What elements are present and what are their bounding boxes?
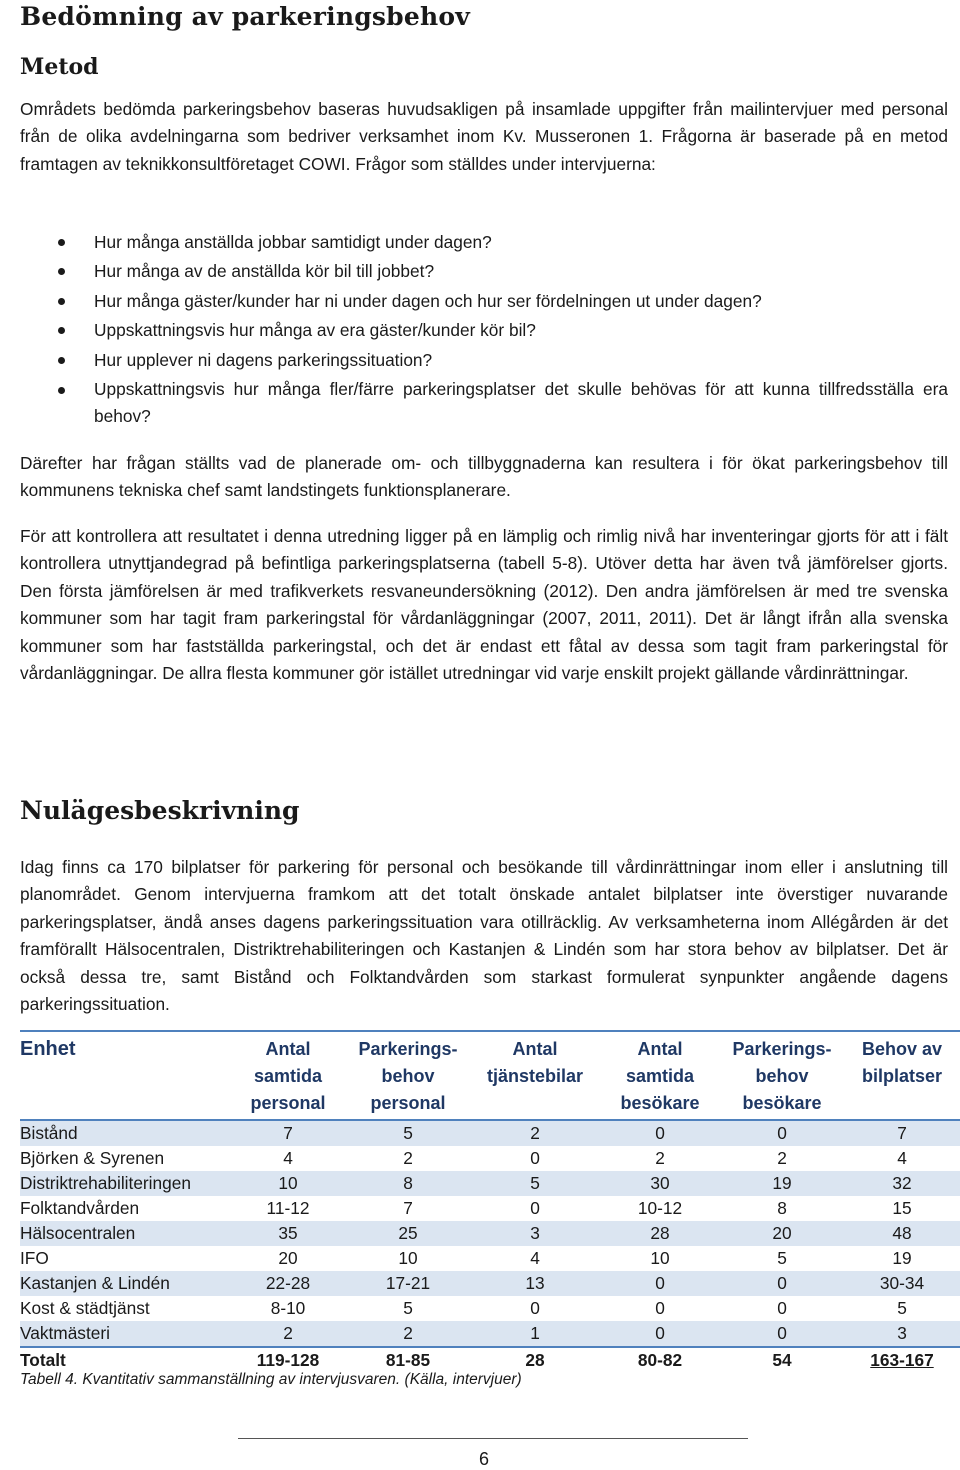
- table-cell: 28: [525, 1350, 545, 1370]
- table-cell: 2: [777, 1148, 787, 1168]
- table-cell-unit: Vaktmästeri: [20, 1323, 110, 1343]
- table-cell: 3: [897, 1323, 907, 1343]
- table-cell: 0: [530, 1198, 540, 1218]
- table-cell: 0: [777, 1123, 787, 1143]
- table-cell: 10: [650, 1248, 670, 1268]
- table-cell: 7: [403, 1198, 413, 1218]
- list-item: Uppskattningsvis hur många fler/färre parkeringsplatser det skulle behövas för att kunna tillfredsställa era behov?: [20, 376, 948, 431]
- table-cell: 5: [897, 1298, 907, 1318]
- table-cell: 81-85: [385, 1350, 431, 1370]
- page-number: 6: [478, 1449, 489, 1469]
- table-row: [20, 1171, 960, 1196]
- table-cell: 2: [403, 1323, 413, 1343]
- table-cell: 4: [283, 1148, 293, 1168]
- table-cell: 119-128: [256, 1350, 320, 1370]
- subheading-method: Metod: [20, 54, 99, 80]
- table-cell: 3: [530, 1223, 540, 1243]
- header-parking-need: Behov av bilplatser: [861, 1039, 943, 1086]
- table-cell-unit: Kost & städtjänst: [20, 1298, 150, 1318]
- table-row: [20, 1271, 960, 1296]
- table-row: [20, 1221, 960, 1246]
- table-cell: 17-21: [385, 1273, 431, 1293]
- table-cell: 4: [897, 1148, 907, 1168]
- table-body: [20, 1120, 960, 1373]
- table-cell-unit: Bistånd: [20, 1123, 78, 1143]
- table-cell: 0: [777, 1323, 787, 1343]
- table-cell: 20: [278, 1248, 298, 1268]
- table-row: [20, 1146, 960, 1171]
- section-heading-current-state: Nulägesbeskrivning: [20, 796, 300, 825]
- header-unit: Enhet: [20, 1038, 76, 1060]
- table-cell: 8: [777, 1198, 787, 1218]
- table-cell: 1: [530, 1323, 540, 1343]
- table-cell: 35: [278, 1223, 298, 1243]
- table-cell: 8: [403, 1173, 413, 1193]
- table-cell: 30-34: [879, 1273, 925, 1293]
- table-cell: 163-167: [870, 1350, 934, 1370]
- table-cell: 0: [655, 1323, 665, 1343]
- table-cell: 25: [398, 1223, 418, 1243]
- list-item: Hur många av de anställda kör bil till jobbet?: [20, 257, 948, 286]
- table-cell: 11-12: [266, 1198, 310, 1218]
- method-intro-paragraph: Områdets bedömda parkeringsbehov baseras huvudsakligen på insamlade uppgifter från mailintervjuer med personal från de olika avdelningarna som bedriver verksamhet inom Kv. Musseronen 1. Frågorna är baserade på en metod framtagen av teknikkonsultföretaget COWI. Frågor som ställdes under intervjuerna:: [20, 99, 948, 174]
- table-cell: 54: [772, 1350, 792, 1370]
- table-cell: 15: [892, 1198, 912, 1218]
- table-header-row: [20, 1031, 960, 1120]
- table-cell-unit: IFO: [20, 1248, 49, 1268]
- table-cell-unit: Totalt: [20, 1350, 66, 1370]
- header-service-cars: Antal tjänstebilar: [486, 1039, 584, 1086]
- table-row: [20, 1321, 960, 1347]
- table-cell: 2: [655, 1148, 665, 1168]
- list-item: Hur många anställda jobbar samtidigt under dagen?: [20, 228, 948, 257]
- table-cell: 28: [650, 1223, 670, 1243]
- table-cell-unit: Distriktrehabiliteringen: [20, 1173, 191, 1193]
- header-staff-count: Antal samtida personal: [250, 1039, 326, 1113]
- table-cell-unit: Hälsocentralen: [20, 1223, 136, 1243]
- table-cell: 10: [278, 1173, 298, 1193]
- table-row: [20, 1196, 960, 1221]
- table-cell: 13: [525, 1273, 545, 1293]
- table-cell: 0: [655, 1123, 665, 1143]
- table-cell: 0: [655, 1298, 665, 1318]
- list-item: Hur många gäster/kunder har ni under dagen och hur ser fördelningen ut under dagen?: [20, 287, 948, 316]
- table-cell: 19: [772, 1173, 792, 1193]
- header-visitor-parking: Parkerings-behov besökare: [732, 1039, 832, 1113]
- table-cell: 2: [403, 1148, 413, 1168]
- table-cell: 48: [892, 1223, 912, 1243]
- table-row: [20, 1296, 960, 1321]
- table-cell: 7: [283, 1123, 293, 1143]
- table-cell: 5: [777, 1248, 787, 1268]
- followup-paragraph: Därefter har frågan ställts vad de planerade om- och tillbyggnaderna kan resultera i för ökat parkeringsbehov till kommunens tekniska chef samt landstingets funktionsplanerare.: [20, 453, 948, 501]
- table-cell: 80-82: [637, 1350, 683, 1370]
- table-cell: 10-12: [637, 1198, 683, 1218]
- table-cell: 5: [403, 1298, 413, 1318]
- table-cell: 0: [530, 1148, 540, 1168]
- list-item: Uppskattningsvis hur många av era gäster/kunder kör bil?: [20, 316, 948, 345]
- footer-rule: [238, 1438, 748, 1439]
- table-row: [20, 1120, 960, 1146]
- table-row: [20, 1246, 960, 1271]
- table-cell-unit: Kastanjen & Lindén: [20, 1273, 170, 1293]
- table-total-row: [20, 1347, 960, 1373]
- interview-questions-list: [20, 228, 948, 431]
- table-cell: 10: [398, 1248, 418, 1268]
- header-staff-parking: Parkerings-behov personal: [358, 1039, 458, 1113]
- current-state-paragraph: Idag finns ca 170 bilplatser för parkering för personal och besökande till vårdinrättningar inom eller i anslutning till planområdet. Genom intervjuerna framkom att det totalt önskade antalet bilplatser inte överstiger nuvarande parkeringsplatser, ändå anses dagens parkeringssituation vara otillräcklig. Av verksamheterna inom Allégården är det framförallt Hälsocentralen, Distriktrehabiliteringen och Kastanjen & Lindén som har stora behov av bilplatser. Det är också dessa tre, samt Bistånd och Folktandvården som starkast formulerat synpunkter angående dagens parkeringssituation.: [20, 857, 948, 1015]
- table-cell: 0: [777, 1273, 787, 1293]
- table-cell: 5: [403, 1123, 413, 1143]
- table-cell: 22-28: [265, 1273, 311, 1293]
- table-caption: Tabell 4. Kvantitativ sammanställning av intervjusvaren. (Källa, intervjuer): [20, 1371, 522, 1388]
- table-cell: 8-10: [270, 1298, 306, 1318]
- table-cell: 2: [530, 1123, 540, 1143]
- table-cell: 30: [650, 1173, 670, 1193]
- table-cell: 7: [897, 1123, 907, 1143]
- table-cell: 0: [655, 1273, 665, 1293]
- table-cell-unit: Björken & Syrenen: [20, 1148, 165, 1168]
- header-visitor-count: Antal samtida besökare: [620, 1039, 700, 1113]
- control-paragraph: För att kontrollera att resultatet i denna utredning ligger på en lämplig och rimlig nivå har inventeringar gjorts för att i fält kontrollera utnyttjandegrad på befintliga parkeringsplatserna (tabell 5-8). Utöver detta har även två jämförelser gjorts. Den första jämförelsen är med trafikverkets resvaneundersökning (2012). Den andra jämförelsen är med tre svenska kommuner som har tagit fram parkeringstal för vårdanläggningar (2007, 2011, 2011). Det är långt ifrån alla svenska kommuner som har fastställda parkeringstal, och det är endast ett fåtal av dessa som tagit fram parkeringstal för vårdanläggningar. De allra flesta kommuner gör istället utredningar vid varje enskilt projekt gällande vårdinrättningar.: [20, 526, 948, 684]
- table-cell-unit: Folktandvården: [20, 1198, 140, 1218]
- table-cell: 32: [892, 1173, 912, 1193]
- table-cell: 0: [530, 1298, 540, 1318]
- parking-needs-table: [20, 1030, 960, 1373]
- section-heading-assessment: Bedömning av parkeringsbehov: [20, 2, 470, 31]
- table-cell: 20: [772, 1223, 792, 1243]
- table-cell: 0: [777, 1298, 787, 1318]
- table-cell: 5: [530, 1173, 540, 1193]
- list-item: Hur upplever ni dagens parkeringssituation?: [20, 346, 948, 375]
- table-cell: 19: [892, 1248, 912, 1268]
- table-cell: 2: [283, 1323, 293, 1343]
- table-cell: 4: [530, 1248, 540, 1268]
